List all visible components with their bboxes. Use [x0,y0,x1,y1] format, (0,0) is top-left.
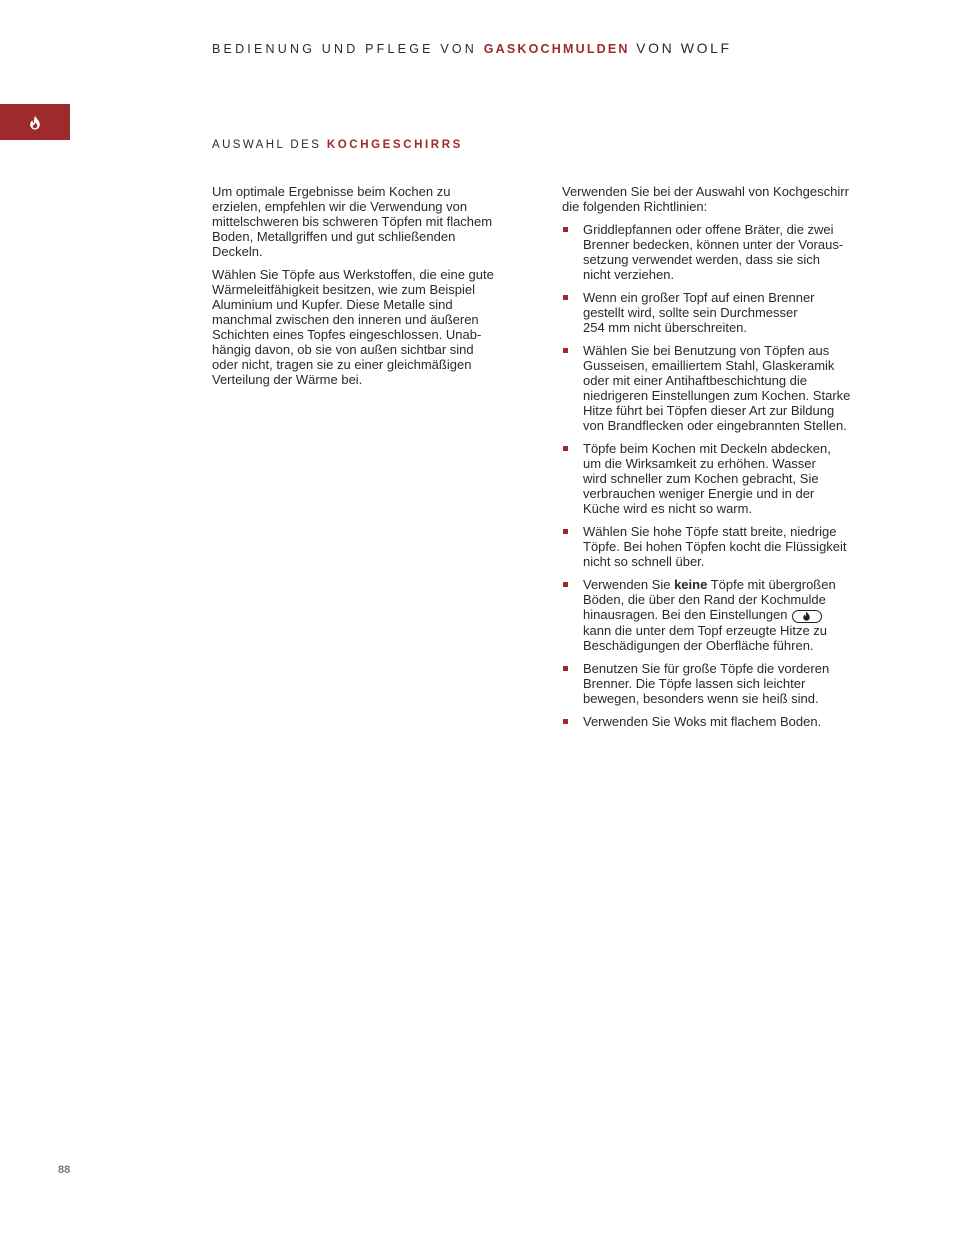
bullet-square [563,582,568,587]
bullet-square [563,529,568,534]
bullet-square [563,348,568,353]
list-item [562,441,892,516]
list-item-text-part: Töpfe mit übergroßen Böden, die über den Rand der Kochmulde hinausragen. Bei den Einstellungen [583,577,836,622]
list-item-text: Benutzen Sie für große Töpfe die vorderen Brenner. Die Töpfe lassen sich leichter bewegen, besonders wenn sie heiß sind. [583,660,830,706]
section-tab [0,104,70,140]
list-item [562,714,892,729]
list-item [562,577,892,653]
list-item [562,222,892,282]
bullet-square [563,719,568,724]
bullet-square [563,227,568,232]
section-title-prefix: AUSWAHL DES [212,139,327,151]
bullet-square [563,446,568,451]
list-item-text-part: Verwenden Sie [583,577,675,592]
bullet-square [563,295,568,300]
guidelines-intro: Verwenden Sie bei der Auswahl von Kochgeschirr die folgenden Richtlinien: [562,184,849,214]
list-item-text-part: kann die unter dem Topf erzeugte Hitze zu Beschädigungen der Oberfläche führen. [583,622,828,653]
high-flame-setting-icon [792,610,822,623]
paragraph: Um optimale Ergebnisse beim Kochen zu erzielen, empfehlen wir die Verwendung von mittelschweren bis schweren Töpfen mit flachem Boden, Metallgriffen und gut schließenden Deckeln. [212,184,493,259]
running-header-suffix: VON WOLF [629,40,732,56]
list-item-text: Wählen Sie hohe Töpfe statt breite, niedrige Töpfe. Bei hohen Töpfen kocht die Flüssigkeit nicht so schnell über. [583,524,847,569]
page-number: 88 [58,1164,71,1176]
list-item-text: Verwenden Sie Woks mit flachem Boden. [583,713,822,729]
list-item [562,661,892,706]
list-item [562,524,892,569]
list-item [562,343,892,433]
left-column [212,184,534,395]
paragraph: Wählen Sie Töpfe aus Werkstoffen, die eine gute Wärmeleitfähigkeit besitzen, wie zum Beispiel Aluminium und Kupfer. Diese Metalle sind manchmal zwischen den inneren und äußeren Schichten eines Topfes eingeschlossen. Unab- hängig davon, ob sie von außen sichtbar sind oder nicht, tragen sie zu einer gleichmäßigen Verteilung der Wärme bei. [212,267,494,387]
list-item-text: Griddlepfannen oder offene Bräter, die zwei Brenner bedecken, können unter der Voraus- setzung verwendet werden, dass sie sich nicht verziehen. [583,222,844,282]
guidelines-list [562,222,892,729]
list-item-text: Wählen Sie bei Benutzung von Töpfen aus Gusseisen, emailliertem Stahl, Glaskeramik oder mit einer Antihaftbeschichtung die niedrigeren Einstellungen zum Kochen. Starke Hitze führt bei Töpfen dieser Art zur Bildung von Brandflecken oder eingebrannten Stellen. [583,343,851,433]
running-header-prefix: BEDIENUNG UND PFLEGE VON [212,42,484,56]
right-column [562,184,892,737]
bullet-square [563,666,568,671]
section-title [212,139,463,151]
flame-icon [29,115,41,130]
emphasis-keine: keine [674,577,708,592]
list-item-text: Töpfe beim Kochen mit Deckeln abdecken, um die Wirksamkeit zu erhöhen. Wasser wird schneller zum Kochen gebracht, Sie verbrauchen weniger Energie und in der Küche wird es nicht so warm. [583,441,831,516]
running-header-accent: GASKOCHMULDEN [483,42,630,56]
list-item-text: Wenn ein großer Topf auf einen Brenner gestellt wird, sollte sein Durchmesser 254 mm nicht überschreiten. [583,290,815,335]
running-header [212,40,732,56]
list-item [562,290,892,335]
section-title-accent: KOCHGESCHIRRS [326,139,463,151]
